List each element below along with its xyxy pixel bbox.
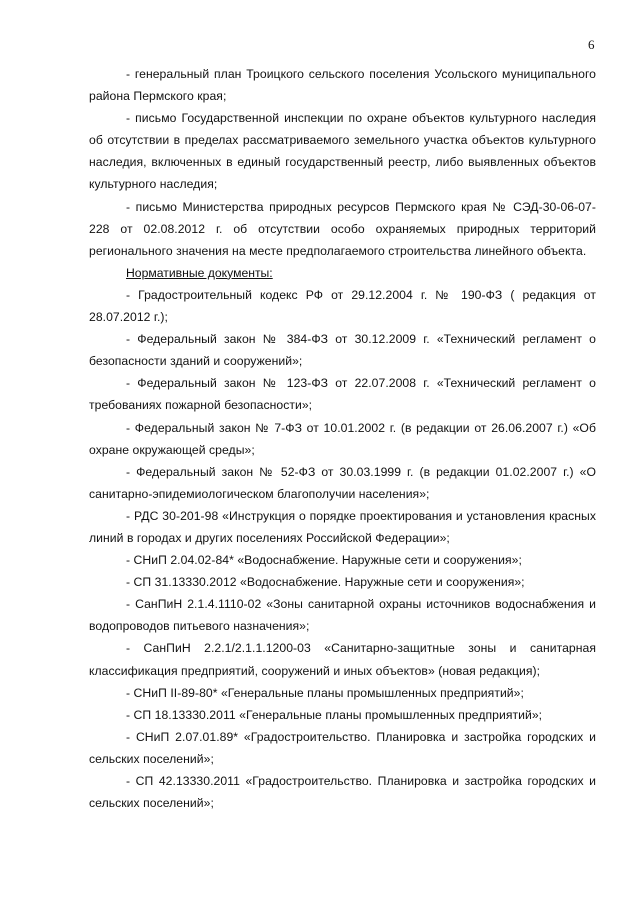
norm-item-town-planning-code: - Градостроительный кодекс РФ от 29.12.2004 г. № 190-ФЗ ( редакция от 28.07.2012 г.);	[89, 287, 596, 325]
page-number: 6	[588, 37, 595, 52]
source-item-heritage-letter: - письмо Государственной инспекции по охране объектов культурного наследия об отсутствии в пределах рассматриваемого земельного участка объектов культурного наследия, включенных в единый государственный реестр, либо выявленных объектов культурного наследия;	[89, 111, 596, 192]
norm-item-snip-2-07-01: - СНиП 2.07.01.89* «Градостроительство. Планировка и застройка городских и сельских поселений»;	[89, 729, 596, 766]
norm-item-sp-18-13330: - СП 18.13330.2011 «Генеральные планы промышленных предприятий»;	[126, 707, 543, 722]
section-heading-normative-docs: Нормативные документы:	[126, 265, 273, 280]
norm-item-fz-52: - Федеральный закон № 52-ФЗ от 30.03.1999 г. (в редакции 01.02.2007 г.) «О санитарно-эпидемиологическом благополучии населения»;	[89, 464, 596, 501]
norm-item-sanpin-2-2-1: - СанПиН 2.2.1/2.1.1.1200-03 «Санитарно-защитные зоны и санитарная классификация предприятий, сооружений и иных объектов» (новая редакция);	[89, 641, 596, 678]
norm-item-sp-42-13330: - СП 42.13330.2011 «Градостроительство. Планировка и застройка городских и сельских поселений»;	[89, 774, 596, 811]
source-item-nature-letter: - письмо Министерства природных ресурсов Пермского края № СЭД-30-06-07-228 от 02.08.2012 г. об отсутствии особо охраняемых природных территорий регионального значения на месте предполагаемого строительства линейного объекта.	[89, 199, 596, 258]
norm-item-sp-31-13330: - СП 31.13330.2012 «Водоснабжение. Наружные сети и сооружения»;	[126, 575, 525, 590]
source-item-general-plan: - генеральный план Троицкого сельского поселения Усольского муниципального района Пермского края;	[89, 67, 596, 104]
norm-item-fz-7: - Федеральный закон № 7-ФЗ от 10.01.2002 г. (в редакции от 26.06.2007 г.) «Об охране окружающей среды»;	[89, 420, 596, 457]
norm-item-snip-ii-89: - СНиП II-89-80* «Генеральные планы промышленных предприятий»;	[126, 685, 524, 700]
norm-item-fz-384: - Федеральный закон № 384-ФЗ от 30.12.2009 г. «Технический регламент о безопасности зданий и сооружений»;	[89, 332, 596, 369]
document-body	[89, 63, 596, 814]
norm-item-snip-2-04-02: - СНиП 2.04.02-84* «Водоснабжение. Наружные сети и сооружения»;	[126, 553, 522, 568]
norm-item-fz-123: - Федеральный закон № 123-ФЗ от 22.07.2008 г. «Технический регламент о требованиях пожарной безопасности»;	[89, 376, 596, 413]
norm-item-sanpin-2-1-4: - СанПиН 2.1.4.1110-02 «Зоны санитарной охраны источников водоснабжения и водопроводов питьевого назначения»;	[89, 597, 596, 634]
norm-item-rds-30-201: - РДС 30-201-98 «Инструкция о порядке проектирования и установления красных линий в городах и других поселениях Российской Федерации»;	[89, 508, 596, 545]
